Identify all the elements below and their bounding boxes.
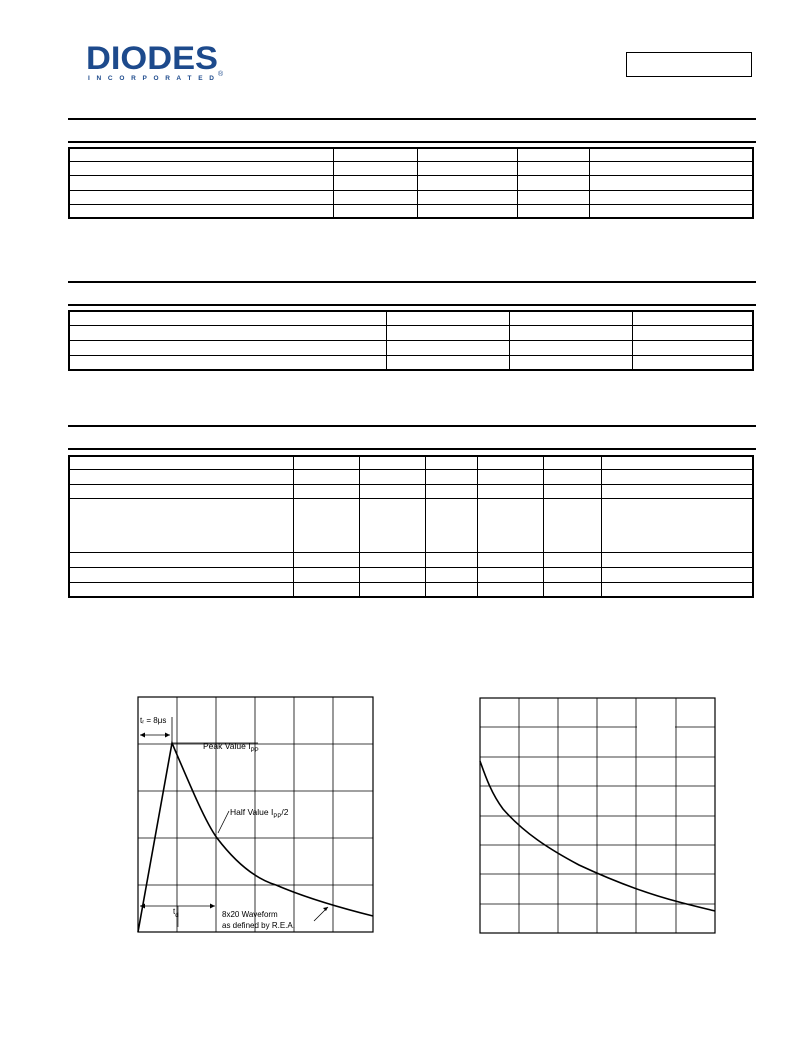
rise-time-label: tᵣ = 8μs: [140, 716, 167, 725]
section2-bottom-rule: [68, 304, 756, 306]
table-row: [69, 552, 753, 567]
decay-curve-figure: [479, 697, 717, 935]
table-row: [69, 148, 753, 161]
td-subscript: d: [175, 913, 179, 919]
table-row: [69, 469, 753, 484]
section2-top-rule: [68, 281, 756, 283]
diodes-logo: [86, 42, 226, 82]
table-row: [69, 190, 753, 204]
svg-text:Peak Value IPP: [203, 741, 259, 754]
section3-table: [68, 455, 754, 598]
table-row: [69, 484, 753, 498]
td-label: t: [173, 907, 176, 916]
waveform-caption-line1: 8x20 Waveform: [222, 910, 278, 919]
table-row: [69, 340, 753, 355]
logo-wordmark: DIODES: [86, 42, 218, 76]
figure2-gridlines: [480, 698, 715, 933]
section1-bottom-rule: [68, 141, 756, 143]
table-row: [69, 582, 753, 597]
section1-top-rule: [68, 118, 756, 120]
section1-table: [68, 147, 754, 219]
svg-text:Half Value IPP/2: [230, 807, 289, 820]
peak-value-label: Peak Value I: [203, 741, 251, 751]
table-row: [69, 175, 753, 190]
half-value-suffix: /2: [281, 807, 289, 817]
part-number-box: [626, 52, 752, 77]
half-value-subscript: PP: [273, 814, 282, 820]
legend-blank-area: [637, 721, 675, 733]
table-row: [69, 498, 753, 552]
decay-curve: [480, 761, 715, 911]
section3-top-rule: [68, 425, 756, 427]
logo-subtitle: I N C O R P O R A T E D: [88, 75, 215, 82]
waveform-caption-line2: as defined by R.E.A.: [222, 921, 295, 930]
peak-value-subscript: PP: [250, 748, 259, 754]
table-row: [69, 325, 753, 340]
table-row: [69, 161, 753, 175]
half-value-label: Half Value I: [230, 807, 274, 817]
pulse-waveform-curve: [138, 743, 373, 932]
table-row: [69, 355, 753, 370]
table-row: [69, 567, 753, 582]
section3-bottom-rule: [68, 448, 756, 450]
section2-table: [68, 310, 754, 371]
table-row: [69, 311, 753, 325]
pulse-waveform-figure: [136, 695, 376, 935]
table-row: [69, 456, 753, 469]
table-row: [69, 204, 753, 218]
logo-registered-mark: ®: [218, 71, 224, 78]
